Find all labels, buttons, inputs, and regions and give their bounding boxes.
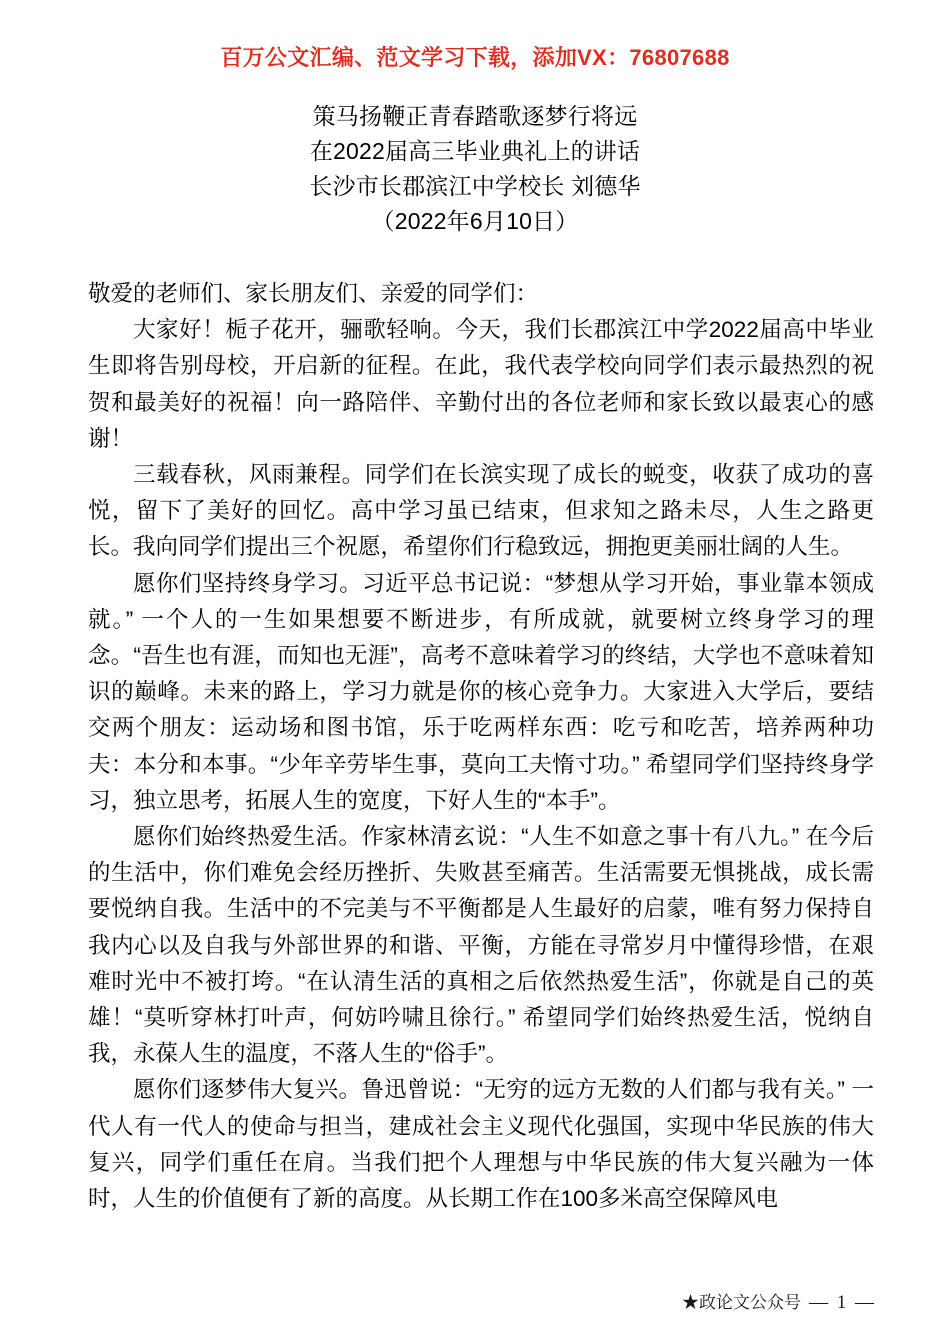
paragraph: 愿你们坚持终身学习。习近平总书记说：“梦想从学习开始，事业靠本领成就。” 一个人的一生如果想要不断进步，有所成就，就要树立终身学习的理念。“吾生也有涯，而知也无涯”，高考不意味着学习的终结，大学也不意味着知识的巅峰。未来的路上，学习力就是你的核心竞争力。大家进入大学后，要结交两个朋友：运动场和图书馆，乐于吃两样东西：吃亏和吃苦，培养两种功夫：本分和本事。“少年辛劳毕生事，莫向工夫惰寸功。” 希望同学们坚持终身学习，独立思考，拓展人生的宽度，下好人生的“本手”。 (88, 570, 874, 813)
paragraph: 愿你们始终热爱生活。作家林清玄说：“人生不如意之事十有八九。” 在今后的生活中，你们难免会经历挫折、失败甚至痛苦。生活需要无惧挑战，成长需要悦纳自我。生活中的不完美与不平衡都是人生最好的启蒙，唯有努力保持自我内心以及自我与外部世界的和谐、平衡，方能在寻常岁月中懂得珍惜，在艰难时光中不被打垮。“在认清生活的真相之后依然热爱生活”，你就是自己的英雄！“莫听穿林打叶声，何妨吟啸且徐行。” 希望同学们始终热爱生活，悦纳自我，永葆人生的温度，不落人生的“俗手”。 (88, 824, 874, 1067)
document-title: 策马扬鞭正青春踏歌逐梦行将远 (312, 103, 638, 129)
document-body (88, 276, 874, 1217)
promo-banner: 百万公文汇编、范文学习下载，添加VX：76807688 (220, 45, 730, 70)
footer-inner (682, 1288, 876, 1314)
document-date: （2022年6月10日） (371, 208, 579, 234)
title-block (0, 99, 950, 239)
salutation: 敬爱的老师们、家长朋友们、亲爱的同学们： (88, 281, 539, 306)
paragraph: 愿你们逐梦伟大复兴。鲁迅曾说：“无穷的远方无数的人们都与我有关。” 一代人有一代人的使命与担当，建成社会主义现代化强国，实现中华民族的伟大复兴，同学们重任在肩。当我们把个人理想与中华民族的伟大复兴融为一体时，人生的价值便有了新的高度。从长期工作在100多米高空保障风电 (88, 1077, 874, 1212)
paragraph: 三载春秋，风雨兼程。同学们在长滨实现了成长的蜕变，收获了成功的喜悦，留下了美好的回忆。高中学习虽已结束，但求知之路未尽，人生之路更长。我向同学们提出三个祝愿，希望你们行稳致远，拥抱更美丽壮阔的人生。 (88, 462, 874, 560)
paragraph: 大家好！栀子花开，骊歌轻响。今天，我们长郡滨江中学2022届高中毕业生即将告别母校，开启新的征程。在此，我代表学校向同学们表示最热烈的祝贺和最美好的祝福！向一路陪伴、辛勤付出的各位老师和家长致以最衷心的感谢！ (88, 317, 874, 451)
watermark-label: ★政论文公众号 (682, 1293, 801, 1312)
document-subtitle: 在2022届高三毕业典礼上的讲话 (309, 138, 641, 164)
page-number: — 1 — (809, 1292, 876, 1313)
document-author: 长沙市长郡滨江中学校长 刘德华 (309, 173, 641, 199)
